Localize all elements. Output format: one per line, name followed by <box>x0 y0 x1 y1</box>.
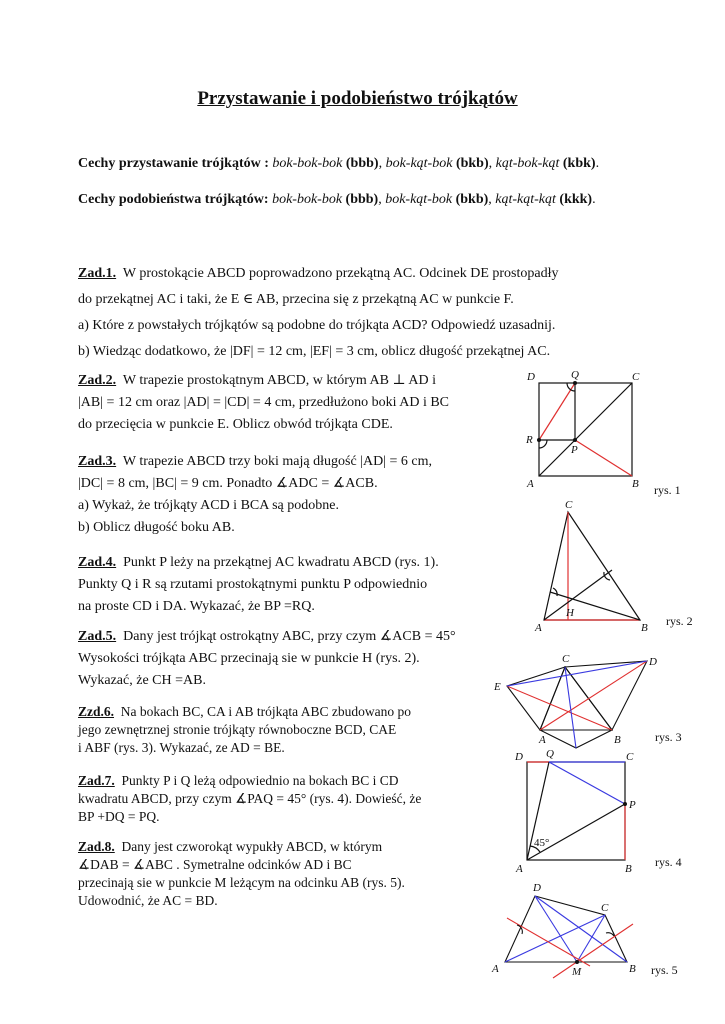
label-point: B <box>625 863 632 875</box>
point-p <box>623 802 627 806</box>
label-point: Q <box>571 369 579 381</box>
figure-caption: rys. 1 <box>654 483 681 497</box>
label-point: C <box>601 902 609 914</box>
label-point: R <box>526 434 533 446</box>
label-point: B <box>614 734 621 746</box>
task-text: a) Które z powstałych trójkątów są podobne do trójkąta ACD? Odpowiedź uzasadnij. <box>78 318 556 333</box>
task-text: Punkty P i Q leżą odpowiednio na bokach BC i CD <box>121 773 399 788</box>
label-point: C <box>562 653 570 665</box>
label-point: B <box>641 622 648 634</box>
label-point: A <box>516 863 523 875</box>
task-text: a) Wykaż, że trójkąty ACD i BCA są podobne. <box>78 498 339 513</box>
figure-rys-5 <box>505 896 633 978</box>
label-point: B <box>632 478 639 490</box>
label-point: A <box>535 622 542 634</box>
task-text: Wysokości trójkąta ABC przecinają sie w punkcie H (rys. 2). <box>78 651 420 666</box>
right-angle-mark <box>553 588 557 596</box>
task-text: W prostokącie ABCD poprowadzono przekątną AC. Odcinek DE prostopadły <box>122 266 559 281</box>
feature-name: bok-bok-bok <box>272 156 343 171</box>
altitude-a <box>544 570 612 620</box>
task-label: Zad.8. <box>78 839 115 854</box>
feature-code: (kbk) <box>562 156 596 171</box>
task-text: Wykazać, że CH =AB. <box>78 673 206 688</box>
segment-ac <box>505 915 605 962</box>
figure-rys-3 <box>507 661 647 748</box>
task-text: Dany jest czworokąt wypukły ABCD, w którym <box>121 839 383 854</box>
task-label: Zad.4. <box>78 555 117 570</box>
triangle-abc <box>544 512 640 620</box>
bisector-ad <box>507 918 590 966</box>
task-text: Punkt P leży na przekątnej AC kwadratu ABCD (rys. 1). <box>123 555 439 570</box>
task-label: Zad.3. <box>78 454 117 469</box>
task-text: |AB| = 12 cm oraz |AD| = |CD| = 4 cm, przedłużono boki AD i BC <box>78 395 450 410</box>
task-label: Zad.5. <box>78 629 117 644</box>
label-point: C <box>632 371 640 383</box>
congruence-label: Cechy przystawanie trójkątów : <box>78 156 269 171</box>
task-text: BP +DQ = PQ. <box>78 809 160 824</box>
segment-pq <box>549 762 625 804</box>
page-title: Przystawanie i podobieństwo trójkątów <box>197 88 518 109</box>
segment-bd <box>535 896 627 962</box>
task-text: do przecięcia w punkcie E. Oblicz obwód trójkąta CDE. <box>78 417 393 432</box>
triangle-bcd <box>565 661 647 730</box>
label-point: D <box>533 882 541 894</box>
segment-ap <box>527 804 625 860</box>
point-r <box>537 438 541 442</box>
task-text: i ABF (rys. 3). Wykazać, ze AD = BE. <box>78 740 285 755</box>
task-text: kwadratu ABCD, przy czym ∡PAQ = 45° (rys. 4). Dowieść, że <box>78 791 422 806</box>
label-point: B <box>629 963 636 975</box>
label-point: P <box>571 444 578 456</box>
segment-rq <box>539 383 575 440</box>
label-point: C <box>626 751 634 763</box>
label-point: D <box>649 656 657 668</box>
task-text: przecinają sie w punkcie M leżącym na odcinku AB (rys. 5). <box>78 875 405 890</box>
label-point: H <box>566 607 574 619</box>
task-text: W trapezie prostokątnym ABCD, w którym AB ⊥ AD i <box>122 373 436 388</box>
label-point: Q <box>546 748 554 760</box>
feature-code: (bbb) <box>345 192 379 207</box>
task-label: Zad.2. <box>78 373 117 388</box>
point-q <box>573 381 577 385</box>
feature-name: kąt-bok-kąt <box>495 156 560 171</box>
label-point: A <box>539 734 546 746</box>
label-point: A <box>492 963 499 975</box>
feature-code: (bkb) <box>455 156 489 171</box>
feature-name: kąt-kąt-kąt <box>495 192 556 207</box>
feature-name: bok-kąt-bok <box>385 192 453 207</box>
feature-code: (bkb) <box>455 192 489 207</box>
similarity-features: Cechy podobieństwa trójkątów: bok-bok-bok (bbb), bok-kąt-bok (bkb), kąt-kąt-kąt (kkk). <box>78 192 596 207</box>
diagonal-ac <box>539 383 632 476</box>
congruence-features: Cechy przystawanie trójkątów : bok-bok-bok (bbb), bok-kąt-bok (bkb), kąt-bok-kąt (kbk). <box>78 156 600 171</box>
feature-code: (kkk) <box>559 192 593 207</box>
task-label: Zad.1. <box>78 266 117 281</box>
task-text: b) Wiedząc dodatkowo, że |DF| = 12 cm, |EF| = 3 cm, oblicz długość przekątnej AC. <box>78 344 551 359</box>
label-point: C <box>565 499 573 511</box>
triangle-abc <box>540 667 612 730</box>
feature-name: bok-kąt-bok <box>385 156 453 171</box>
task-text: |DC| = 8 cm, |BC| = 9 cm. Ponadto ∡ADC = ∡ACB. <box>78 476 378 491</box>
task-text: W trapezie ABCD trzy boki mają długość |AD| = 6 cm, <box>122 454 432 469</box>
figure-rys-1 <box>537 381 632 476</box>
feature-name: bok-bok-bok <box>272 192 343 207</box>
point-p <box>573 438 577 442</box>
point-m <box>575 960 579 964</box>
figure-caption: rys. 4 <box>655 855 682 869</box>
task-text: b) Oblicz długość boku AB. <box>78 520 235 535</box>
feature-code: (bbb) <box>345 156 379 171</box>
angle-label: 45° <box>534 837 550 849</box>
similarity-label: Cechy podobieństwa trójkątów: <box>78 192 269 207</box>
label-point: D <box>527 371 535 383</box>
task-text: Dany jest trójkąt ostrokątny ABC, przy czym ∡ACB = 45° <box>123 629 456 644</box>
task-text: do przekątnej AC i taki, że E ∈ AB, przecina się z przekątną AC w punkcie F. <box>78 292 514 307</box>
task-text: Na bokach BC, CA i AB trójkąta ABC zbudowano po <box>120 704 411 719</box>
figure-caption: rys. 5 <box>651 963 678 977</box>
label-point: A <box>527 478 534 490</box>
segment-bp <box>575 440 632 476</box>
figure-caption: rys. 3 <box>655 730 682 744</box>
task-text: jego zewnętrznej stronie trójkąty równoboczne BCD, CAE <box>78 722 397 737</box>
task-label: Zzd.6. <box>78 704 115 719</box>
segment-ad <box>540 661 647 730</box>
task-text: na proste CD i DA. Wykazać, że BP =RQ. <box>78 599 315 614</box>
label-point: M <box>572 966 582 978</box>
task-text: Udowodnić, że AC = BD. <box>78 893 218 908</box>
label-point: P <box>629 799 636 811</box>
task-text: ∡DAB = ∡ABC . Symetralne odcinków AD i BC <box>78 857 352 872</box>
label-point: D <box>515 751 523 763</box>
task-text: Punkty Q i R są rzutami prostokątnymi punktu P odpowiednio <box>78 577 428 592</box>
figure-rys-2 <box>544 512 640 620</box>
task-label: Zad.7. <box>78 773 115 788</box>
label-point: E <box>494 681 501 693</box>
right-angle-mark <box>606 933 614 936</box>
figure-caption: rys. 2 <box>666 614 693 628</box>
